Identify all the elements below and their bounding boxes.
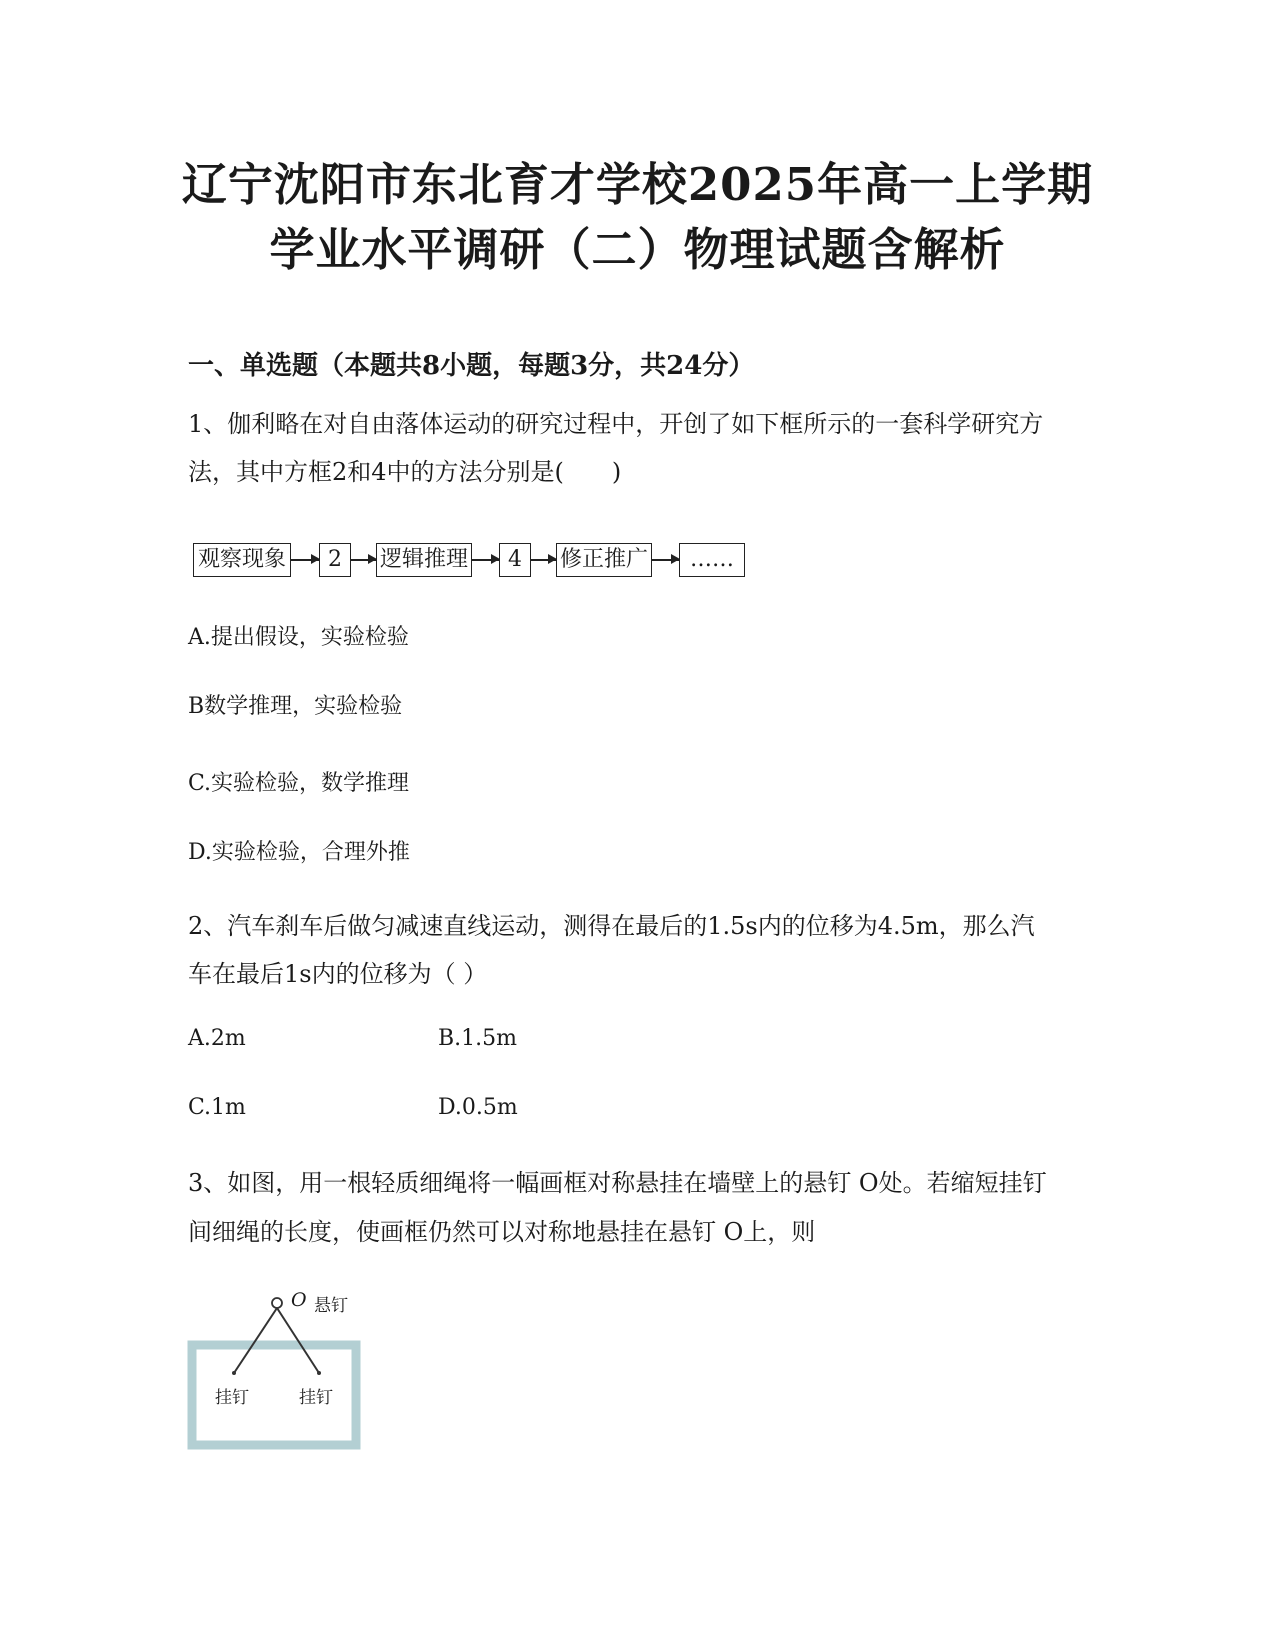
- flow-box-revise: 修正推广: [556, 543, 652, 577]
- q2-option-d: D.0.5m: [438, 1095, 518, 1120]
- hook-right: [317, 1371, 321, 1375]
- hook-right-label: 挂钉: [299, 1388, 333, 1408]
- flow-arrow: [291, 559, 319, 561]
- point-o-label: O: [291, 1289, 307, 1311]
- flow-box-observe: 观察现象: [193, 543, 291, 577]
- flow-box-4: 4: [499, 543, 531, 577]
- flow-box-2: 2: [319, 543, 351, 577]
- nail-label: 悬钉: [314, 1296, 348, 1316]
- section-heading: 一、单选题（本题共8小题，每题3分，共24分）: [188, 351, 755, 381]
- question-2-line1: 2、汽车刹车后做匀减速直线运动，测得在最后的1.5s内的位移为4.5m，那么汽: [188, 912, 1035, 940]
- q1-option-d: D.实验检验，合理外推: [188, 840, 410, 865]
- nail-o: [272, 1298, 282, 1308]
- question-1-line1: 1、伽利略在对自由落体运动的研究过程中，开创了如下框所示的一套科学研究方: [188, 410, 1044, 438]
- flow-box-logic: 逻辑推理: [376, 543, 472, 577]
- flow-box-ellipsis: ……: [679, 543, 745, 577]
- question-1-line2: 法，其中方框2和4中的方法分别是( ): [188, 458, 622, 486]
- picture-frame-figure: [186, 1275, 376, 1455]
- flow-arrow: [472, 559, 499, 561]
- flow-arrow: [351, 559, 376, 561]
- q1-option-a: A.提出假设，实验检验: [188, 625, 409, 650]
- question-3-line2: 间细绳的长度，使画框仍然可以对称地悬挂在悬钉 O上，则: [188, 1218, 816, 1246]
- q1-option-b: B数学推理，实验检验: [188, 694, 403, 719]
- hook-left-label: 挂钉: [215, 1388, 249, 1408]
- question-3-line1: 3、如图，用一根轻质细绳将一幅画框对称悬挂在墙壁上的悬钉 O处。若缩短挂钉: [188, 1169, 1047, 1197]
- q2-option-a: A.2m: [188, 1026, 246, 1051]
- hook-left: [232, 1371, 236, 1375]
- page-title-line1: 辽宁沈阳市东北育才学校2025年高一上学期: [181, 158, 1094, 211]
- flow-arrow: [531, 559, 556, 561]
- question-2-line2: 车在最后1s内的位移为（ ）: [188, 960, 488, 988]
- q1-option-c: C.实验检验，数学推理: [188, 771, 410, 796]
- page-title-line2: 学业水平调研（二）物理试题含解析: [269, 223, 1006, 276]
- q2-option-c: C.1m: [188, 1095, 246, 1120]
- q2-option-b: B.1.5m: [438, 1026, 518, 1051]
- flow-arrow: [652, 559, 679, 561]
